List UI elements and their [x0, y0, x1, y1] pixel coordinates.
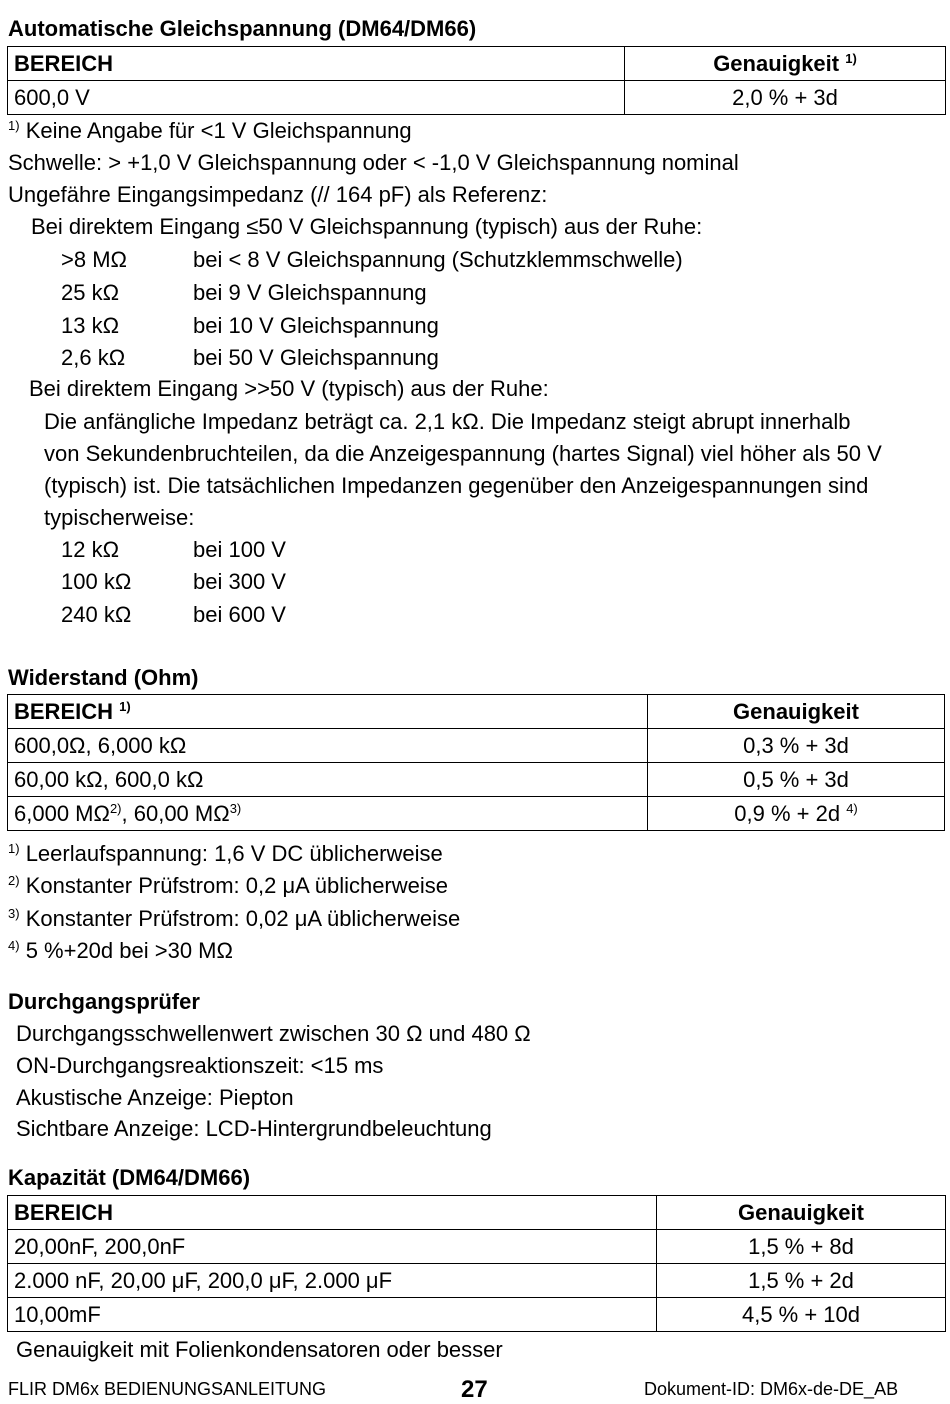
spec-line: Sichtbare Anzeige: LCD-Hintergrundbeleuchtung	[16, 1116, 492, 1141]
range-cell: 10,00mF	[8, 1298, 657, 1332]
column-header-range: BEREICH	[8, 1196, 657, 1230]
dc-high-input-intro: Bei direktem Eingang >>50 V (typisch) aus der Ruhe:	[29, 376, 549, 401]
dc-footnote-1: $^{1)}$ Keine Angabe für <1 V Gleichspannung	[8, 118, 412, 143]
dc-spec-table	[7, 46, 946, 115]
accuracy-cell: 4,5 % + 10d	[657, 1298, 946, 1332]
range-cell: 6,000 MΩ$^{2)}$, 60,00 MΩ$^{3)}$	[8, 797, 648, 831]
table-row	[8, 1298, 946, 1332]
capacitance-section-title: Kapazität (DM64/DM66)	[8, 1165, 251, 1190]
column-header-accuracy: Genauigkeit	[657, 1196, 946, 1230]
paragraph-line: von Sekundenbruchteilen, da die Anzeigespannung (hartes Signal) viel höher als 50 V	[44, 441, 882, 466]
column-header-range: BEREICH $^{1)}$	[8, 695, 648, 729]
footnote-ref: 1)	[119, 698, 131, 714]
accuracy-cell: 0,9 % + 2d $^{4)}$	[648, 797, 945, 831]
table-row	[8, 1230, 946, 1264]
accuracy-cell: 2,0 % + 3d	[625, 81, 946, 115]
paragraph-line: Die anfängliche Impedanz beträgt ca. 2,1 kΩ. Die Impedanz steigt abrupt innerhalb	[44, 409, 851, 434]
dc-impedance-intro: Ungefähre Eingangsimpedanz (// 164 pF) als Referenz:	[8, 182, 548, 207]
column-header-accuracy: Genauigkeit $^{1)}$	[625, 47, 946, 81]
ohm-spec-table	[7, 694, 945, 831]
impedance-value: 2,6 kΩ	[61, 345, 126, 370]
paragraph-line: typischerweise:	[44, 505, 195, 530]
table-row	[8, 729, 945, 763]
range-cell: 20,00nF, 200,0nF	[8, 1230, 657, 1264]
table-row	[8, 81, 946, 115]
impedance-condition: bei 100 V	[193, 537, 286, 562]
impedance-value: 25 kΩ	[61, 280, 120, 305]
ohm-section-title: Widerstand (Ohm)	[8, 665, 199, 690]
table-row	[8, 797, 945, 831]
footnote-ref: 4)	[846, 800, 858, 816]
dc-low-input-intro: Bei direktem Eingang ≤50 V Gleichspannung (typisch) aus der Ruhe:	[31, 214, 703, 239]
impedance-condition: bei 10 V Gleichspannung	[193, 313, 439, 338]
footnote: $^{2)}$ Konstanter Prüfstrom: 0,2 μA üblicherweise	[8, 873, 449, 898]
footnote-ref: 2)	[109, 800, 122, 816]
column-header-range: BEREICH	[8, 47, 625, 81]
table-row	[8, 1264, 946, 1298]
page-number: 27	[461, 1376, 488, 1403]
impedance-value: 13 kΩ	[61, 313, 120, 338]
spec-line: Akustische Anzeige: Piepton	[16, 1085, 294, 1110]
impedance-condition: bei < 8 V Gleichspannung (Schutzklemmschwelle)	[193, 247, 683, 272]
table-header-row	[8, 47, 946, 81]
footnote: $^{4)}$ 5 %+20d bei >30 MΩ	[8, 938, 233, 963]
table-row	[8, 763, 945, 797]
footnote: $^{3)}$ Konstanter Prüfstrom: 0,02 μA üblicherweise	[8, 906, 461, 931]
column-header-accuracy: Genauigkeit	[648, 695, 945, 729]
impedance-condition: bei 300 V	[193, 569, 286, 594]
footer-document-id: Dokument-ID: DM6x-de-DE_AB	[644, 1379, 899, 1399]
spec-line: ON-Durchgangsreaktionszeit: <15 ms	[16, 1053, 384, 1078]
footnote-ref: 3)	[229, 800, 242, 816]
range-cell: 600,0 V	[8, 81, 625, 115]
footer-manual-title: FLIR DM6x BEDIENUNGSANLEITUNG	[8, 1379, 327, 1399]
impedance-value: 12 kΩ	[61, 537, 120, 562]
table-header-row	[8, 1196, 946, 1230]
impedance-condition: bei 600 V	[193, 602, 286, 627]
footnote: $^{1)}$ Leerlaufspannung: 1,6 V DC üblicherweise	[8, 841, 443, 866]
table-header-row	[8, 695, 945, 729]
impedance-value: >8 MΩ	[61, 247, 127, 272]
dc-threshold-text: Schwelle: > +1,0 V Gleichspannung oder < -1,0 V Gleichspannung nominal	[8, 150, 739, 175]
footnote-ref: 1)	[845, 50, 857, 66]
range-cell: 600,0Ω, 6,000 kΩ	[8, 729, 648, 763]
impedance-value: 240 kΩ	[61, 602, 132, 627]
continuity-section-title: Durchgangsprüfer	[8, 989, 200, 1014]
accuracy-cell: 0,5 % + 3d	[648, 763, 945, 797]
range-cell: 2.000 nF, 20,00 μF, 200,0 μF, 2.000 μF	[8, 1264, 657, 1298]
paragraph-line: (typisch) ist. Die tatsächlichen Impedanzen gegenüber den Anzeigespannungen sind	[44, 473, 869, 498]
capacitance-note: Genauigkeit mit Folienkondensatoren oder besser	[16, 1337, 503, 1362]
accuracy-cell: 0,3 % + 3d	[648, 729, 945, 763]
spec-line: Durchgangsschwellenwert zwischen 30 Ω und 480 Ω	[16, 1021, 531, 1046]
accuracy-cell: 1,5 % + 8d	[657, 1230, 946, 1264]
capacitance-spec-table	[7, 1195, 946, 1332]
dc-section-title: Automatische Gleichspannung (DM64/DM66)	[8, 16, 477, 41]
impedance-value: 100 kΩ	[61, 569, 132, 594]
range-cell: 60,00 kΩ, 600,0 kΩ	[8, 763, 648, 797]
impedance-condition: bei 9 V Gleichspannung	[193, 280, 427, 305]
accuracy-cell: 1,5 % + 2d	[657, 1264, 946, 1298]
impedance-condition: bei 50 V Gleichspannung	[193, 345, 439, 370]
